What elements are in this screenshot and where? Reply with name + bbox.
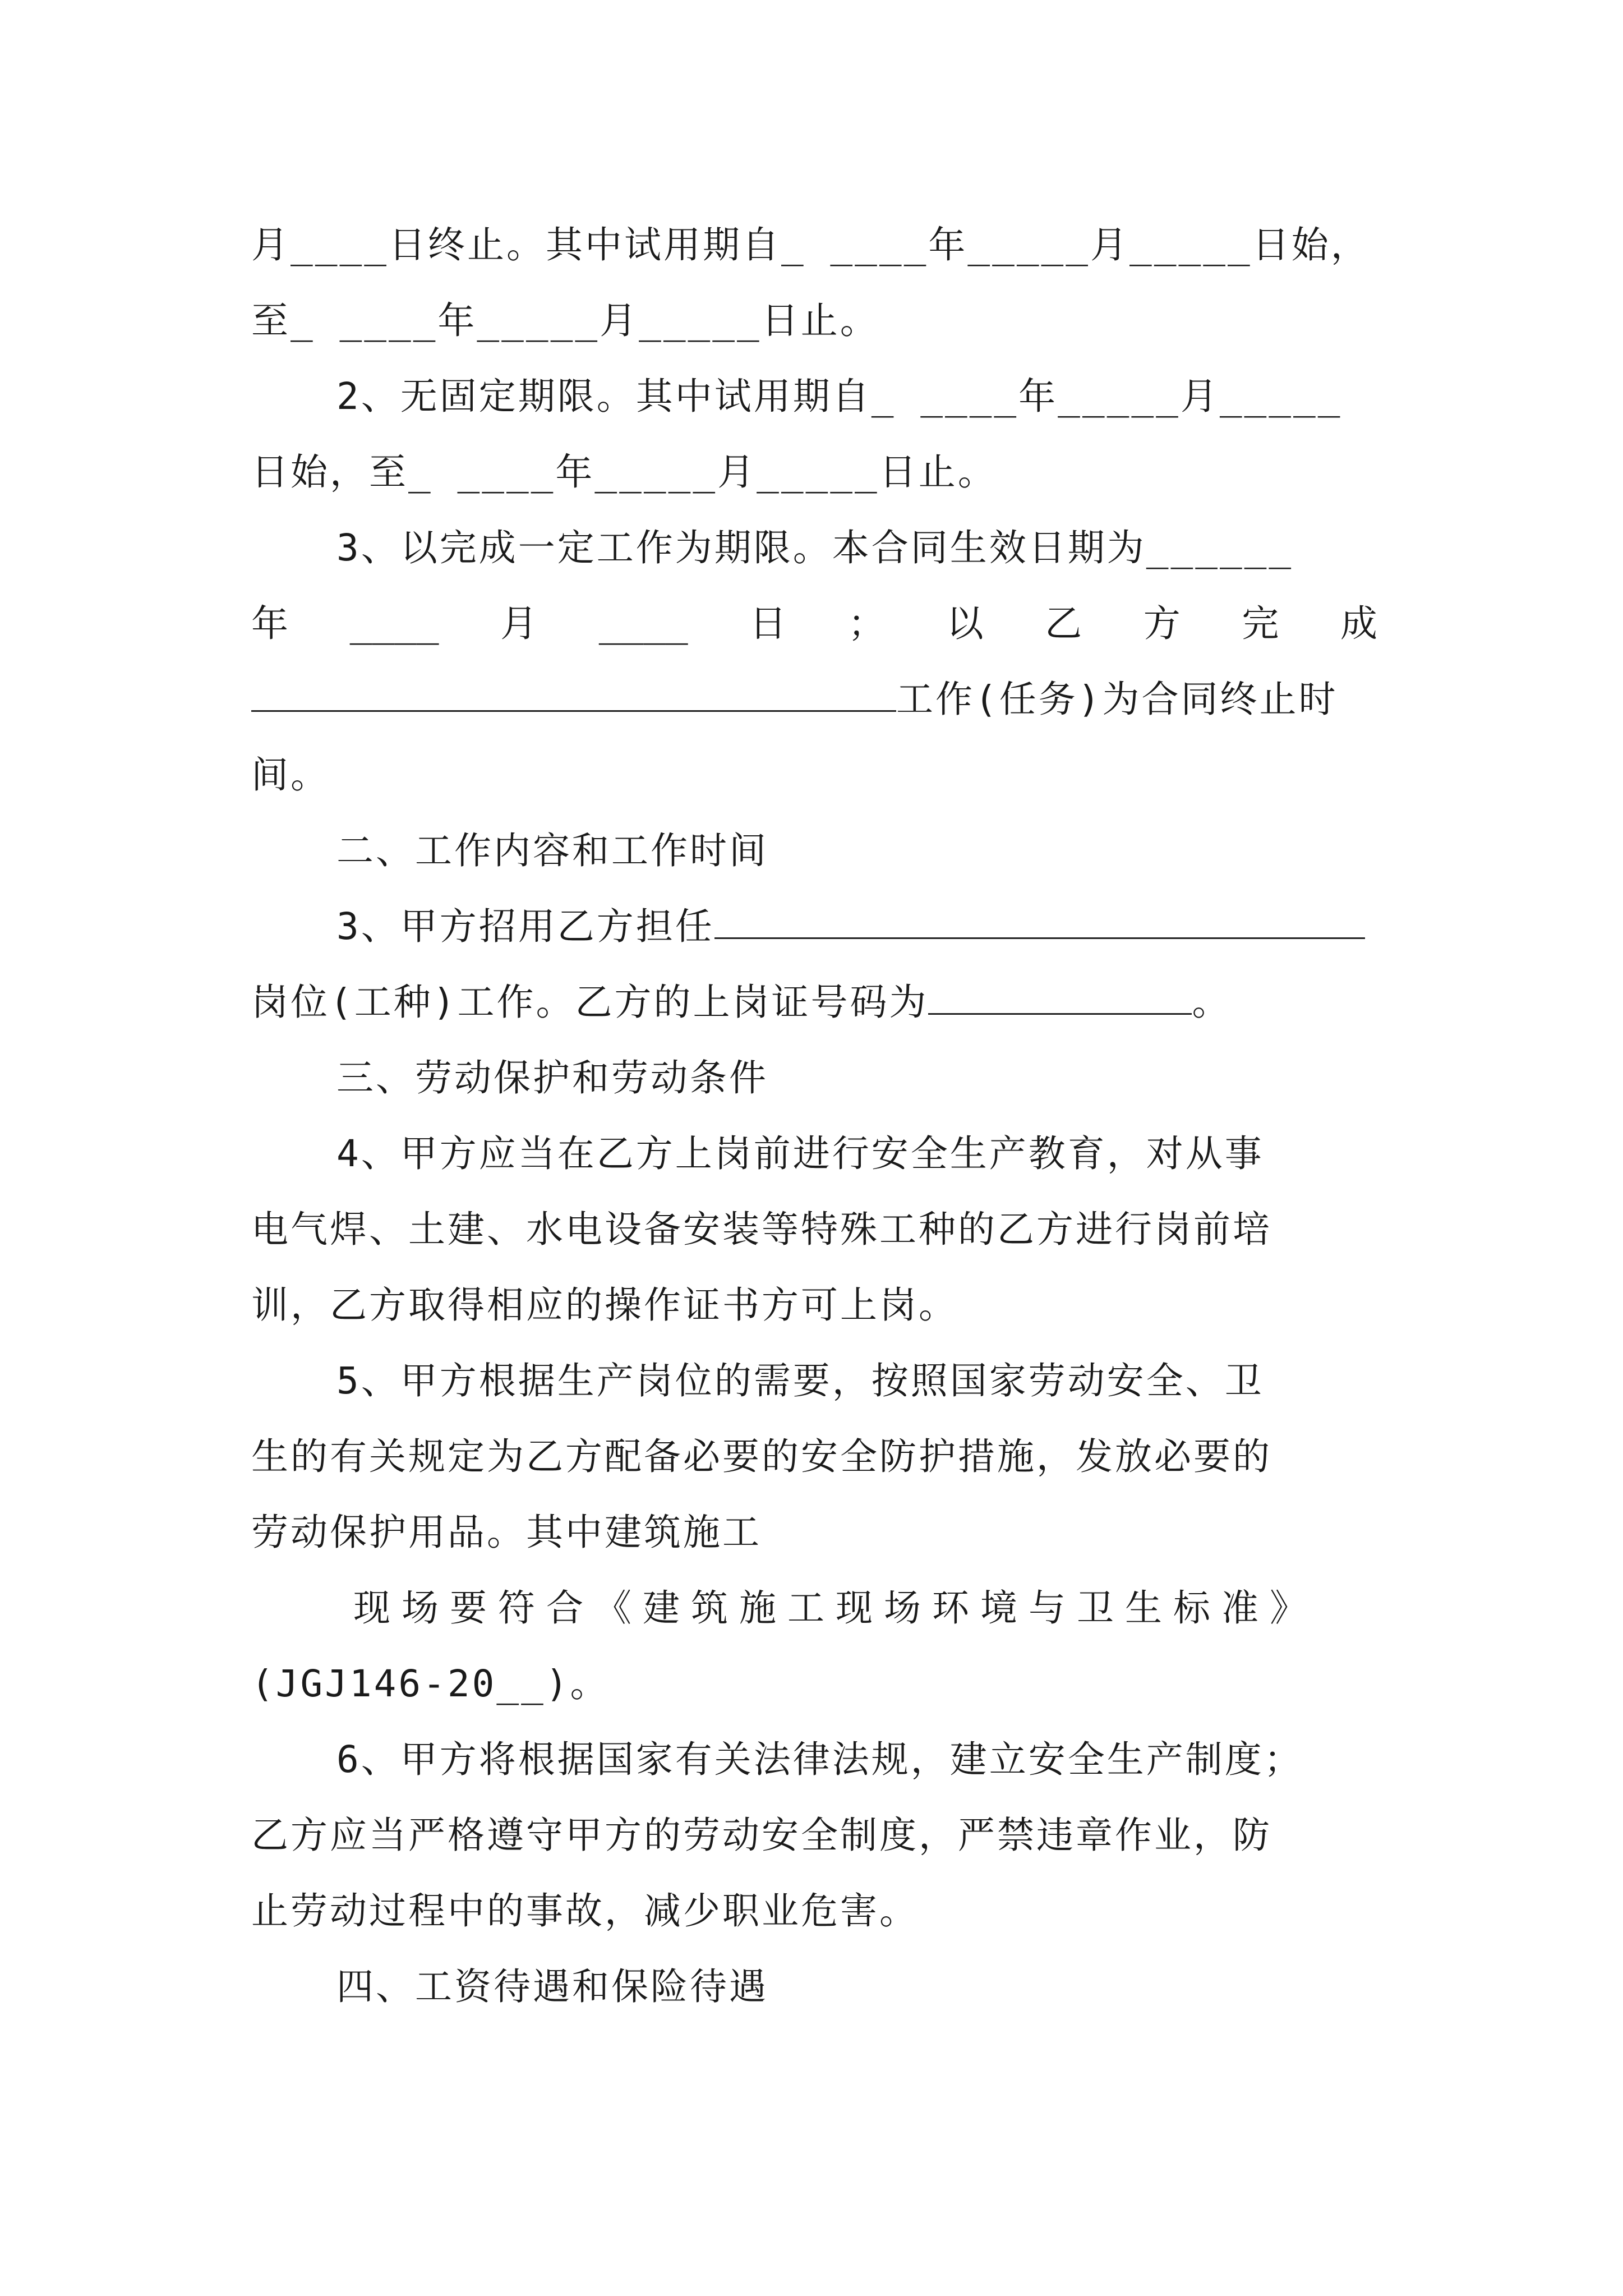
line-text: 3、甲方招用乙方担任 [336, 905, 714, 948]
text-line [251, 674, 1377, 725]
text-line: 至_ ____年_____月_____日止。 [251, 299, 879, 342]
text-line: 3、以完成一定工作为期限。本合同生效日期为______ [336, 526, 1294, 569]
text-line: 2、无固定期限。其中试用期自_ ____年_____月_____ [336, 375, 1343, 418]
text-token: 年 [251, 602, 288, 645]
text-token: 月 [500, 602, 538, 645]
line-text: 岗位(工种)工作。乙方的上岗证号码为 [251, 981, 929, 1024]
text-line: 6、甲方将根据国家有关法律法规，建立安全生产制度； [336, 1738, 1303, 1781]
text-line: 劳动保护用品。其中建筑施工 [251, 1511, 762, 1554]
text-line: 日始，至_ ____年_____月_____日止。 [251, 450, 997, 494]
text-line: 4、甲方应当在乙方上岗前进行安全生产教育，对从事 [336, 1132, 1264, 1175]
line-text: 工作(任务)为合同终止时 [896, 678, 1338, 721]
justified-text-line [251, 599, 1377, 649]
text-line [336, 901, 1463, 952]
text-token: 以 [946, 602, 984, 645]
section-heading: 二、工作内容和工作时间 [336, 829, 768, 872]
text-token: 乙 [1045, 602, 1082, 645]
blank-underline [928, 978, 1192, 1015]
text-token: ____ [349, 602, 439, 645]
line-text: 。 [1192, 981, 1232, 1024]
blank-underline [714, 903, 1365, 939]
section-heading: 三、劳动保护和劳动条件 [336, 1056, 768, 1099]
text-line [251, 977, 1377, 1028]
text-token: ； [847, 602, 885, 645]
text-line: 月____日终止。其中试用期自_ ____年_____月_____日始， [251, 223, 1370, 266]
text-token: 完 [1242, 602, 1279, 645]
text-token: ____ [598, 602, 688, 645]
section-heading: 四、工资待遇和保险待遇 [336, 1965, 768, 2008]
text-line: 5、甲方根据生产岗位的需要，按照国家劳动安全、卫 [336, 1359, 1264, 1402]
text-line: 生的有关规定为乙方配备必要的安全防护措施，发放必要的 [251, 1435, 1272, 1478]
text-line: 电气焊、土建、水电设备安装等特殊工种的乙方进行岗前培 [251, 1208, 1272, 1251]
text-line: 间。 [251, 753, 330, 797]
text-token: 日 [749, 602, 787, 645]
text-line: (JGJ146-20__)。 [251, 1662, 610, 1705]
text-line: 乙方应当严格遵守甲方的劳动安全制度，严禁违章作业，防 [251, 1814, 1272, 1857]
text-line: 现场要符合《建筑施工现场环境与卫生标准》 [353, 1586, 1318, 1630]
text-token: 成 [1340, 602, 1377, 645]
text-line: 训，乙方取得相应的操作证书方可上岗。 [251, 1283, 958, 1327]
text-line: 止劳动过程中的事故，减少职业危害。 [251, 1889, 919, 1932]
blank-underline [251, 675, 896, 712]
text-token: 方 [1143, 602, 1181, 645]
